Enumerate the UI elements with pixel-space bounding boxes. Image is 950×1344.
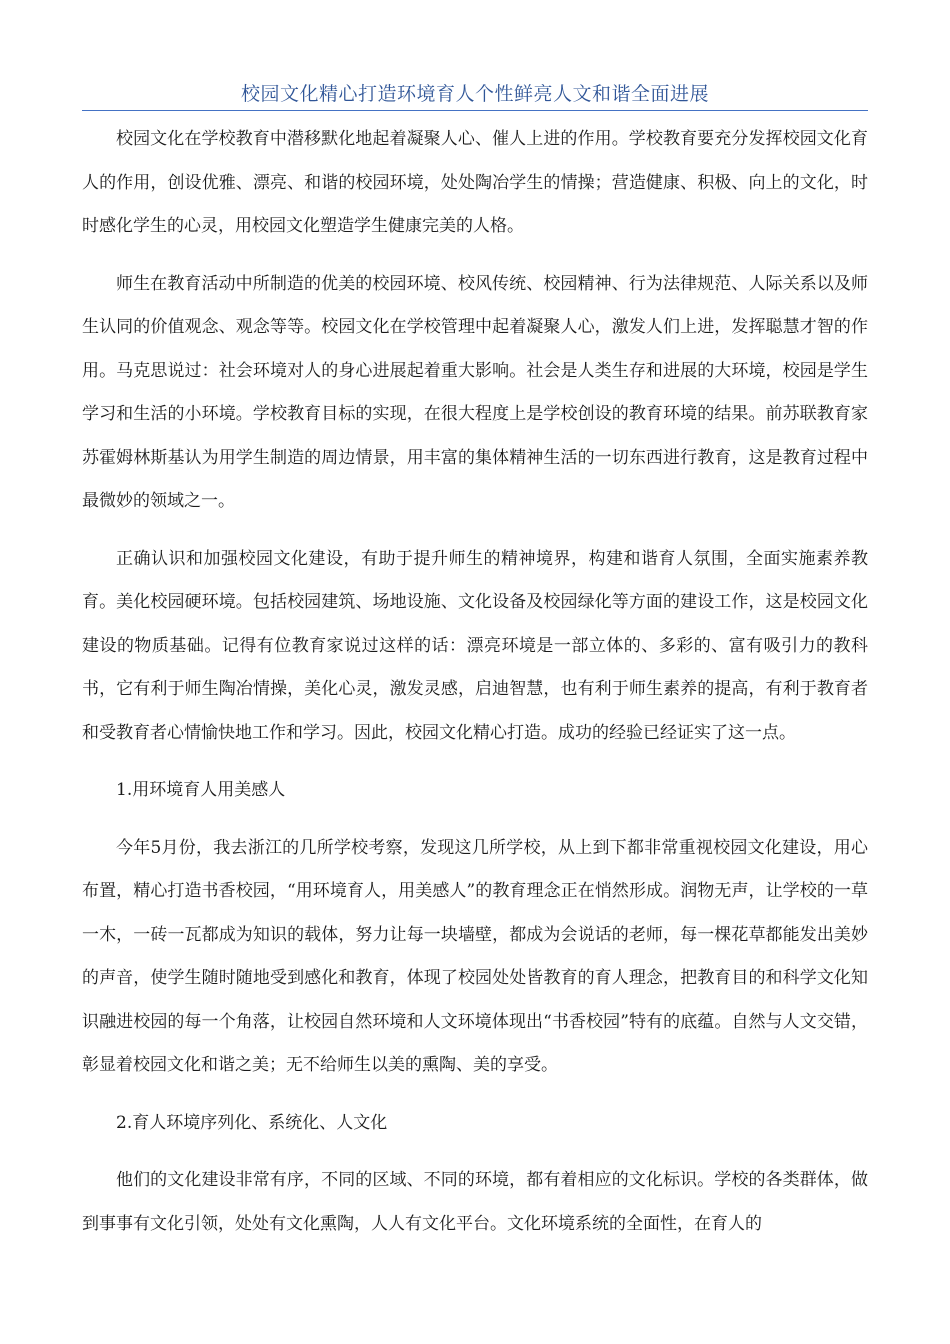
- paragraph-zhejiang-visit: 今年5月份，我去浙江的几所学校考察，发现这几所学校，从上到下都非常重视校园文化建设，用心布置，精心打造书香校园，“用环境育人，用美感人”的教育理念正在悄然形成。润物无声，让学校的一草一木，一砖一瓦都成为知识的载体，努力让每一块墙壁，都成为会说话的老师，每一棵花草都能发出美妙的声音，使学生随时随地受到感化和教育，体现了校园处处皆教育的育人理念，把教育目的和科学文化知识融进校园的每一个角落，让校园自然环境和人文环境体现出“书香校园”特有的底蕴。自然与人文交错，彰显着校园文化和谐之美；无不给师生以美的熏陶、美的享受。: [82, 837, 868, 1075]
- section-heading-1: 1.用环境育人用美感人: [116, 780, 286, 800]
- document-body: [82, 118, 868, 1260]
- section-heading-2: 2.育人环境序列化、系统化、人文化: [116, 1112, 388, 1133]
- paragraph-campus-culture-building: 正确认识和加强校园文化建设，有助于提升师生的精神境界，构建和谐育人氛围，全面实施素养教育。美化校园硬环境。包括校园建筑、场地设施、文化设备及校园绿化等方面的建设工作，这是校园文化建设的物质基础。记得有位教育家说过这样的话：漂亮环境是一部立体的、多彩的、富有吸引力的教科书，它有利于师生陶冶情操，美化心灵，激发灵感，启迪智慧，也有利于师生素养的提高，有利于教育者和受教育者心情愉快地工作和学习。因此，校园文化精心打造。成功的经验已经证实了这一点。: [82, 548, 868, 743]
- paragraph-campus-environment: 师生在教育活动中所制造的优美的校园环境、校风传统、校园精神、行为法律规范、人际关系以及师生认同的价值观念、观念等等。校园文化在学校管理中起着凝聚人心，激发人们上进，发挥聪慧才智的作用。马克思说过：社会环境对人的身心进展起着重大影响。社会是人类生存和进展的大环境，校园是学生学习和生活的小环境。学校教育目标的实现，在很大程度上是学校创设的教育环境的结果。前苏联教育家苏霍姆林斯基认为用学生制造的周边情景，用丰富的集体精神生活的一切东西进行教育，这是教育过程中最微妙的领域之一。: [82, 273, 868, 511]
- document-title: 校园文化精心打造环境育人个性鲜亮人文和谐全面进展: [240, 83, 709, 105]
- paragraph-intro: 校园文化在学校教育中潜移默化地起着凝聚人心、催人上进的作用。学校教育要充分发挥校园文化育人的作用，创设优雅、漂亮、和谐的校园环境，处处陶冶学生的情操；营造健康、积极、向上的文化，时时感化学生的心灵，用校园文化塑造学生健康完美的人格。: [82, 129, 868, 236]
- paragraph-orderly-culture: 他们的文化建设非常有序，不同的区域、不同的环境，都有着相应的文化标识。学校的各类群体，做到事事有文化引领，处处有文化熏陶，人人有文化平台。文化环境系统的全面性，在育人的: [82, 1170, 868, 1234]
- title-underline: [82, 110, 868, 111]
